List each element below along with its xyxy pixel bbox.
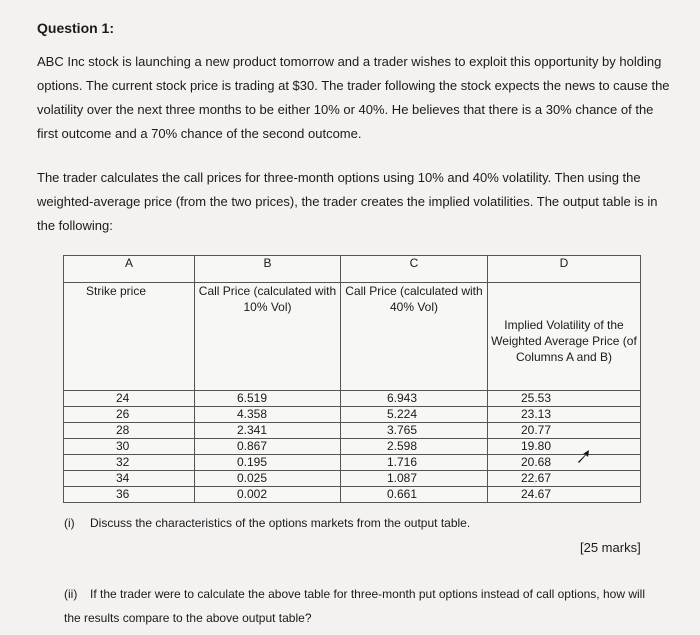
output-table [63, 255, 641, 503]
column-letter: B [195, 256, 341, 283]
call40-cell: 0.661 [341, 487, 488, 503]
table-row [64, 439, 641, 455]
call40-cell: 6.943 [341, 391, 488, 407]
column-letter: A [64, 256, 195, 283]
table-row [64, 455, 641, 471]
call10-cell: 4.358 [195, 407, 341, 423]
call40-cell: 3.765 [341, 423, 488, 439]
call10-cell: 0.867 [195, 439, 341, 455]
strike-cell: 28 [64, 423, 195, 439]
sub-question-i [64, 511, 470, 535]
strike-cell: 26 [64, 407, 195, 423]
sub-question-text: If the trader were to calculate the above table for three-month put options instead of call options, how will the results compare to the above output table? [64, 587, 645, 625]
call10-cell: 0.195 [195, 455, 341, 471]
column-letter-row [64, 256, 641, 283]
table-row [64, 391, 641, 407]
marks-label: [25 marks] [580, 540, 641, 555]
header-row [64, 283, 641, 391]
call40-cell: 2.598 [341, 439, 488, 455]
call40-cell: 5.224 [341, 407, 488, 423]
sub-question-label: (i) [64, 516, 75, 530]
mouse-cursor-icon [577, 449, 591, 463]
call40-cell: 1.087 [341, 471, 488, 487]
method-paragraph: The trader calculates the call prices for three-month options using 10% and 40% volatility. Then using the weighted-average price (from the two prices), the trader creates the implied volatilities. The output table is in the following: [37, 170, 658, 233]
call10-cell: 2.341 [195, 423, 341, 439]
strike-cell: 30 [64, 439, 195, 455]
strike-cell: 34 [64, 471, 195, 487]
sub-question-label: (ii) [64, 587, 78, 601]
table-row [64, 407, 641, 423]
scenario-paragraph: ABC Inc stock is launching a new product tomorrow and a trader wishes to exploit this opportunity by holding options. The current stock price is trading at $30. The trader following the stock expects the news to cause the volatility over the next three months to be either 10% or 40%. He believes that there is a 30% chance of the first outcome and a 70% chance of the second outcome. [37, 54, 670, 141]
strike-cell: 24 [64, 391, 195, 407]
implied-cell: 20.68 [488, 455, 641, 471]
call10-cell: 0.002 [195, 487, 341, 503]
strike-cell: 36 [64, 487, 195, 503]
sub-question-ii [64, 582, 664, 630]
column-header: Call Price (calculated with 10% Vol) [195, 283, 341, 391]
implied-cell: 20.77 [488, 423, 641, 439]
column-header: Strike price [64, 283, 195, 391]
strike-cell: 32 [64, 455, 195, 471]
table-row [64, 423, 641, 439]
call40-cell: 1.716 [341, 455, 488, 471]
column-header: Call Price (calculated with 40% Vol) [341, 283, 488, 391]
question-title: Question 1: [37, 20, 115, 36]
sub-question-text: Discuss the characteristics of the options markets from the output table. [90, 516, 471, 530]
column-letter: C [341, 256, 488, 283]
implied-cell: 22.67 [488, 471, 641, 487]
call10-cell: 6.519 [195, 391, 341, 407]
column-header: Implied Volatility of the Weighted Average Price (of Columns A and B) [488, 283, 641, 391]
table-row [64, 471, 641, 487]
implied-cell: 19.80 [488, 439, 641, 455]
implied-cell: 25.53 [488, 391, 641, 407]
implied-cell: 24.67 [488, 487, 641, 503]
implied-cell: 23.13 [488, 407, 641, 423]
call10-cell: 0.025 [195, 471, 341, 487]
table-row [64, 487, 641, 503]
column-letter: D [488, 256, 641, 283]
